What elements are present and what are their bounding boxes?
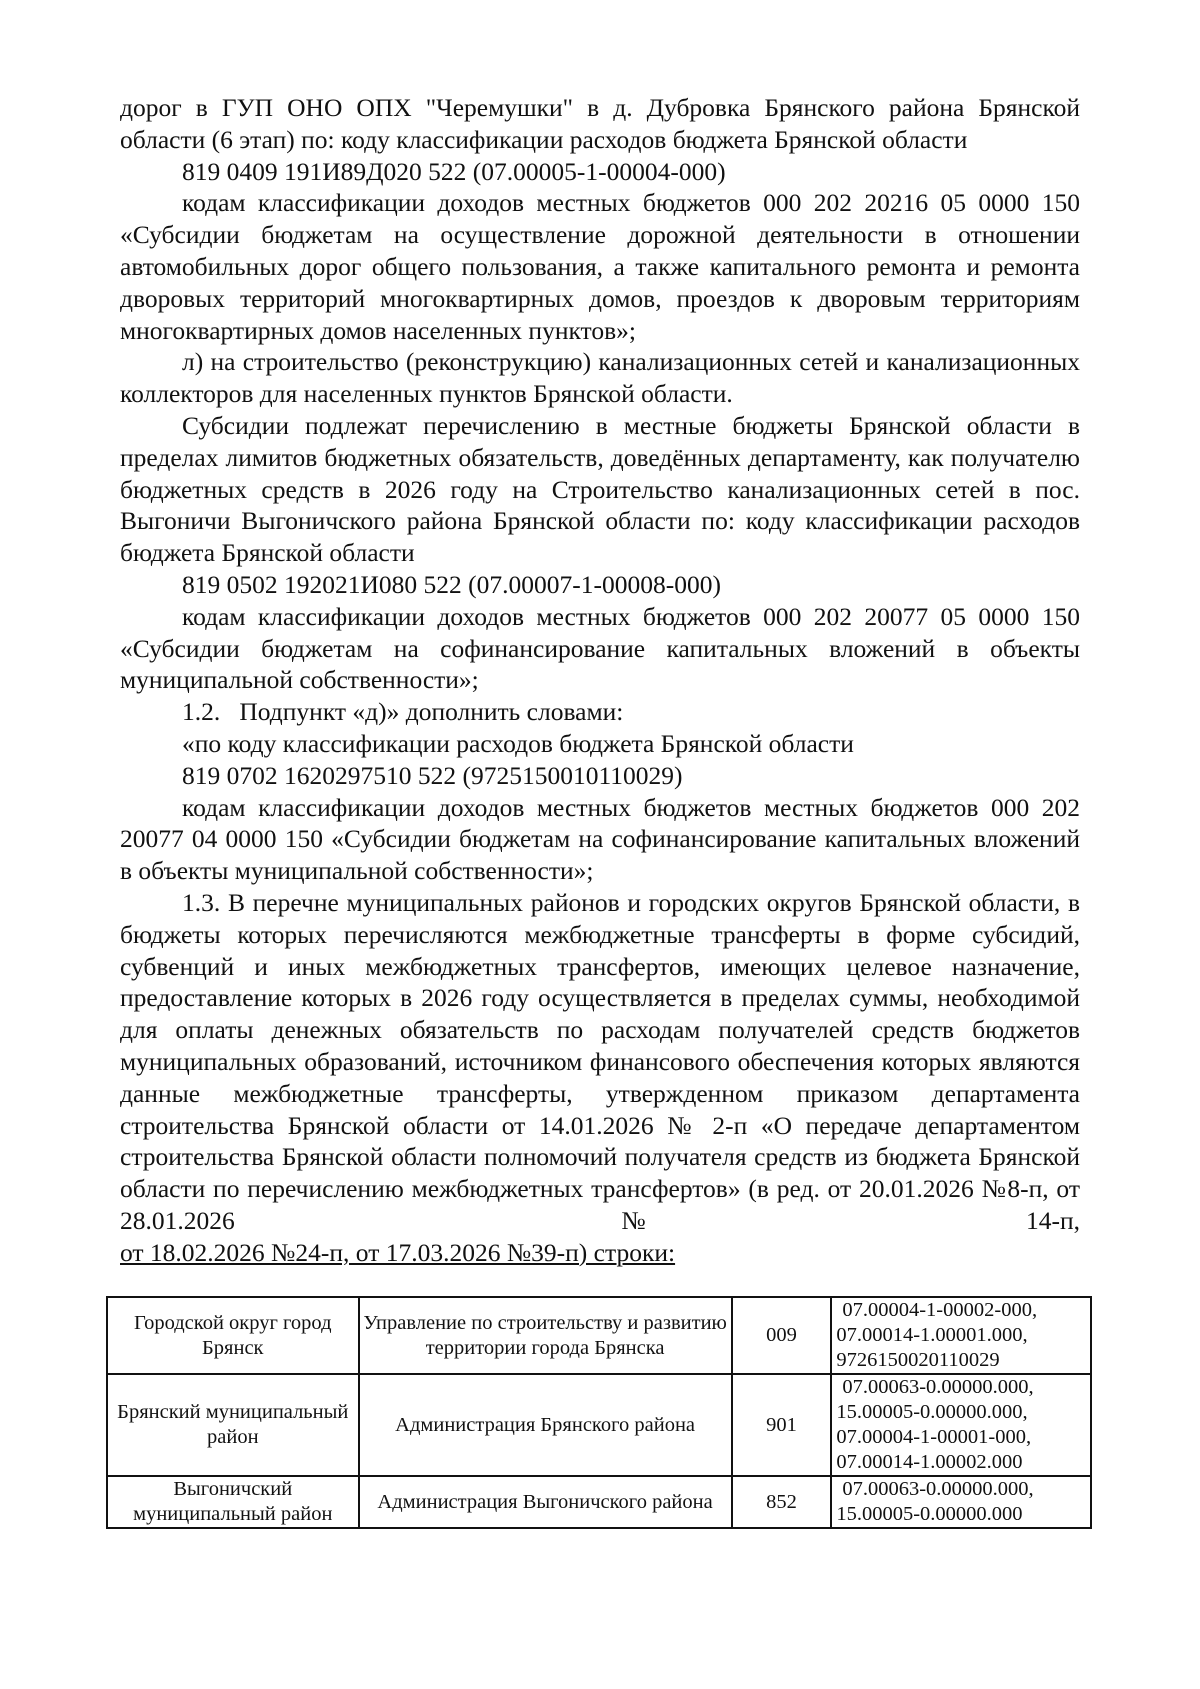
code-line: 15.00005-0.00000.000,	[836, 1401, 1028, 1423]
code-line: 15.00005-0.00000.000	[836, 1503, 1023, 1525]
municipality-cell: Брянский муниципальный район	[107, 1374, 359, 1476]
paragraph-item-1-3: 1.3. В перечне муниципальных районов и городских округов Брянской области, в бюджеты которых перечисляются межбюджетные трансферты в форме субсидий, субвенций и иных межбюджетных трансфертов, имеющих целевое назначение, предоставление которых в 2026 году осуществляется в пределах суммы, необходимой для оплаты денежных обязательств по расходам получателей средств бюджетов муниципальных образований, источником финансового обеспечения которых являются данные межбюджетные трансферты, утвержденном приказом департамента строительства Брянской области от 14.01.2026 № 2-п «О передаче департаментом строительства Брянской области полномочий получателя средств из бюджета Брянской области по перечислению межбюджетных трансфертов» (в ред. от 20.01.2026 №8-п, от 28.01.2026 №14-п,	[120, 887, 1080, 1235]
municipality-cell: Городской округ город Брянск	[107, 1297, 359, 1374]
administrator-cell: Администрация Брянского района	[359, 1374, 732, 1476]
table-row	[107, 1297, 1091, 1374]
code-cell: 901	[732, 1374, 832, 1476]
code-line: 07.00063-0.00000.000,	[842, 1478, 1034, 1500]
transfers-table	[106, 1296, 1092, 1529]
paragraph-item-1-2: 1.2. Подпункт «д)» дополнить словами:	[182, 697, 624, 727]
paragraph-item-l: л) на строительство (реконструкцию) канализационных сетей и канализационных коллекторов для населенных пунктов Брянской области.	[120, 347, 1080, 409]
expense-code-line: 819 0502 192021И080 522 (07.00007-1-00008-000)	[182, 569, 721, 599]
codes-cell	[831, 1374, 1091, 1476]
expense-code-line: 819 0409 191И89Д020 522 (07.00005-1-00004-000)	[182, 156, 726, 186]
paragraph-income-codes-local: кодам классификации доходов местных бюджетов местных бюджетов 000 202 20077 04 0000 150 «Субсидии бюджетам на софинансирование капитальных вложений в объекты муниципальной собственности»;	[120, 792, 1080, 886]
administrator-cell: Администрация Выгоничского района	[359, 1476, 732, 1528]
code-cell: 009	[732, 1297, 832, 1374]
administrator-cell: Управление по строительству и развитию территории города Брянска	[359, 1297, 732, 1374]
code-cell: 852	[732, 1476, 832, 1528]
codes-cell	[831, 1476, 1091, 1528]
code-line: 07.00004-1-00001-000,	[836, 1426, 1032, 1448]
expense-code-line: 819 0702 1620297510 522 (9725150010110029)	[182, 760, 683, 790]
paragraph-subsidies-transfer: Субсидии подлежат перечислению в местные бюджеты Брянской области в пределах лимитов бюджетных обязательств, доведённых департаменту, как получателю бюджетных средств в 2026 году на Строительство канализационных сетей в пос. Выгоничи Выгоничского района Брянской области по: коду классификации расходов бюджета Брянской области	[120, 410, 1080, 568]
paragraph-item-1-3-last-line	[120, 1237, 1080, 1269]
document-body	[120, 92, 1080, 1268]
table-row	[107, 1476, 1091, 1528]
table-row	[107, 1374, 1091, 1476]
paragraph-road-subsidy-intro: дорог в ГУП ОНО ОПХ "Черемушки" в д. Дубровка Брянского района Брянской области (6 этап) по: коду классификации расходов бюджета Брянской области	[120, 93, 1080, 154]
codes-cell	[831, 1297, 1091, 1374]
paragraph-income-codes-roads: кодам классификации доходов местных бюджетов 000 202 20216 05 0000 150 «Субсидии бюджетам на осуществление дорожной деятельности в отношении автомобильных дорог общего пользования, а также капитального ремонта и ремонта дворовых территорий многоквартирных домов, проездов к дворовым территориям многоквартирных домов населенных пунктов»;	[120, 188, 1080, 345]
code-line: 9726150020110029	[836, 1349, 1000, 1371]
code-line: 07.00014-1.00001.000,	[836, 1324, 1028, 1346]
paragraph-expense-code-intro: «по коду классификации расходов бюджета Брянской области	[182, 728, 854, 758]
code-line: 07.00063-0.00000.000,	[842, 1376, 1034, 1398]
municipality-cell: Выгоничский муниципальный район	[107, 1476, 359, 1528]
paragraph-income-codes-capital: кодам классификации доходов местных бюджетов 000 202 20077 05 0000 150 «Субсидии бюджетам на софинансирование капитальных вложений в объекты муниципальной собственности»;	[120, 601, 1080, 695]
code-line: 07.00004-1-00002-000,	[842, 1299, 1038, 1321]
code-line: 07.00014-1.00002.000	[836, 1451, 1023, 1473]
underlined-line: от 18.02.2026 №24-п, от 17.03.2026 №39-п) строки:	[120, 1237, 676, 1267]
